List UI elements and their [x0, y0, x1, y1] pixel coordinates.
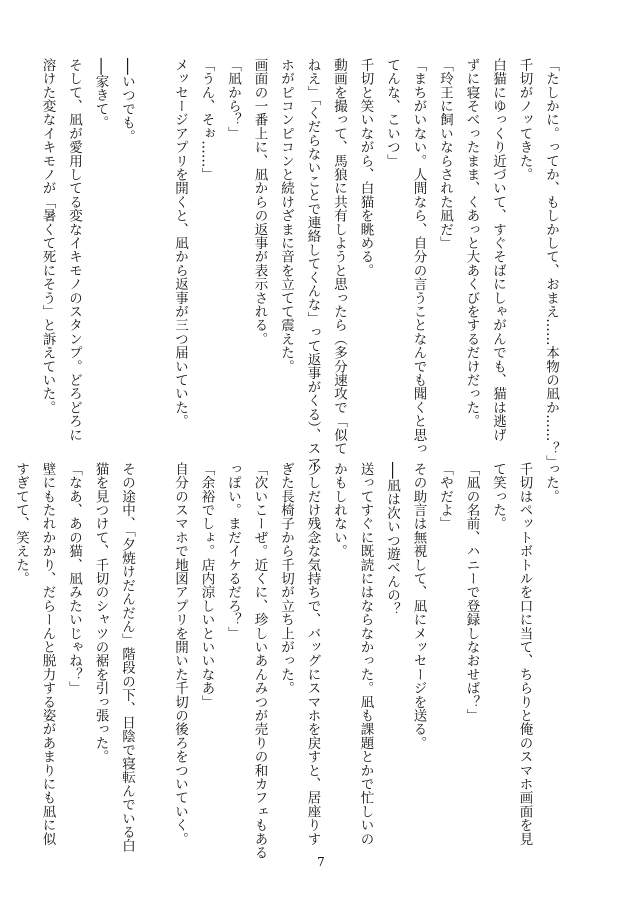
text-line: ぎた長椅子から千切が立ち上がった。 — [278, 462, 294, 695]
text-line: 送ってすぐに既読にはならなかった。凪も課題とかで忙しいの — [357, 462, 374, 846]
text-line: て笑った。 — [490, 462, 506, 531]
text-line: 「余裕でしょ。店内涼しいといいなあ」 — [198, 462, 215, 709]
text-line: った。 — [543, 462, 559, 504]
page-number: 7 — [317, 855, 325, 869]
text-line: 「凪から？」 — [225, 58, 241, 141]
text-line: その助言は無視して、凪にメッセージを送る。 — [410, 462, 427, 750]
text-line: 「凪の名前、ハニーで登録しなおせば？」 — [463, 462, 480, 723]
text-line: ずに寝そべったまま、くあっと大あくびをするだけだった。 — [463, 58, 480, 428]
text-line: そして、凪が愛用してる変なイキモノのスタンプ。どろどろに — [66, 58, 82, 442]
text-line: かもしれない。 — [331, 462, 347, 558]
text-line: 壁にもたれかかり、だらーんと脱力する姿があまりにも凪に似 — [39, 462, 56, 846]
text-block-top — [34, 58, 564, 470]
text-line: っぽい。まだイケるだろ？」 — [225, 462, 241, 641]
text-line: 「たしかに。ってか、もしかして、おまえ……本物の凪か……？」 — [543, 58, 559, 469]
text-line: ホがピコンピコンと続けざまに音を立てて震えた。 — [278, 58, 294, 374]
text-line: 画面の一番上に、凪からの返事が表示される。 — [251, 58, 268, 346]
text-line: ──凪は次いつ遊べんの？ — [384, 462, 400, 616]
text-line: ねえ」「くだらないことで連絡してくんな」って返事がくる）、スマ — [304, 58, 321, 470]
text-block-bottom — [8, 462, 565, 860]
text-line: 千切と笑いながら、白猫を眺める。 — [357, 58, 374, 278]
text-line: その途中、「夕焼けだんだん」階段の下、日陰で寝転んでいる白 — [119, 462, 135, 853]
text-line: すぎてて、笑えた。 — [13, 462, 29, 586]
text-line: メッセージアプリを開くと、凪から返事が三つ届いていた。 — [172, 58, 188, 428]
text-line: 動画を撮って、馬狼に共有しようと思ったら（多分速攻で「似て — [331, 58, 347, 456]
text-line: 千切はペットボトルを口に当て、ちらりと俺のスマホ画面を見 — [516, 462, 533, 846]
text-line: 溶けた変なイキモノが「暑くて死にそう」と訴えていた。 — [39, 58, 56, 415]
text-line: てんな、こいつ」 — [384, 58, 400, 168]
text-line: 猫を見つけて、千切のシャツの裾を引っ張った。 — [92, 462, 109, 764]
text-line: 「玲王に飼いならされた凪だ」 — [437, 58, 453, 250]
text-line: 「次いこーぜ。近くに、珍しいあんみつが売りの和カフェもある — [251, 462, 268, 860]
text-line: 白猫にゆっくり近づいて、すぐそばにしゃがんでも、猫は逃げ — [490, 58, 506, 442]
text-line: 「まちがいない。人間なら、自分の言うことなんでも聞くと思っ — [410, 58, 427, 456]
text-line: 「うん、そぉ……」 — [198, 58, 215, 182]
text-line: 少しだけ残念な気持ちで、バッグにスマホを戻すと、居座りす — [304, 462, 321, 846]
text-line: 「なあ、あの猫、凪みたいじゃね？」 — [66, 462, 82, 695]
text-line — [140, 462, 167, 834]
text-line: 「やだよ」 — [437, 462, 453, 531]
text-line: 自分のスマホで地図アプリを開いた千切の後ろをついていく。 — [172, 462, 188, 846]
text-line — [140, 58, 167, 430]
text-line: ──いつでも。 — [119, 58, 135, 144]
text-line: ──家きて。 — [92, 58, 109, 130]
text-line: 千切がノッてきた。 — [516, 58, 533, 182]
